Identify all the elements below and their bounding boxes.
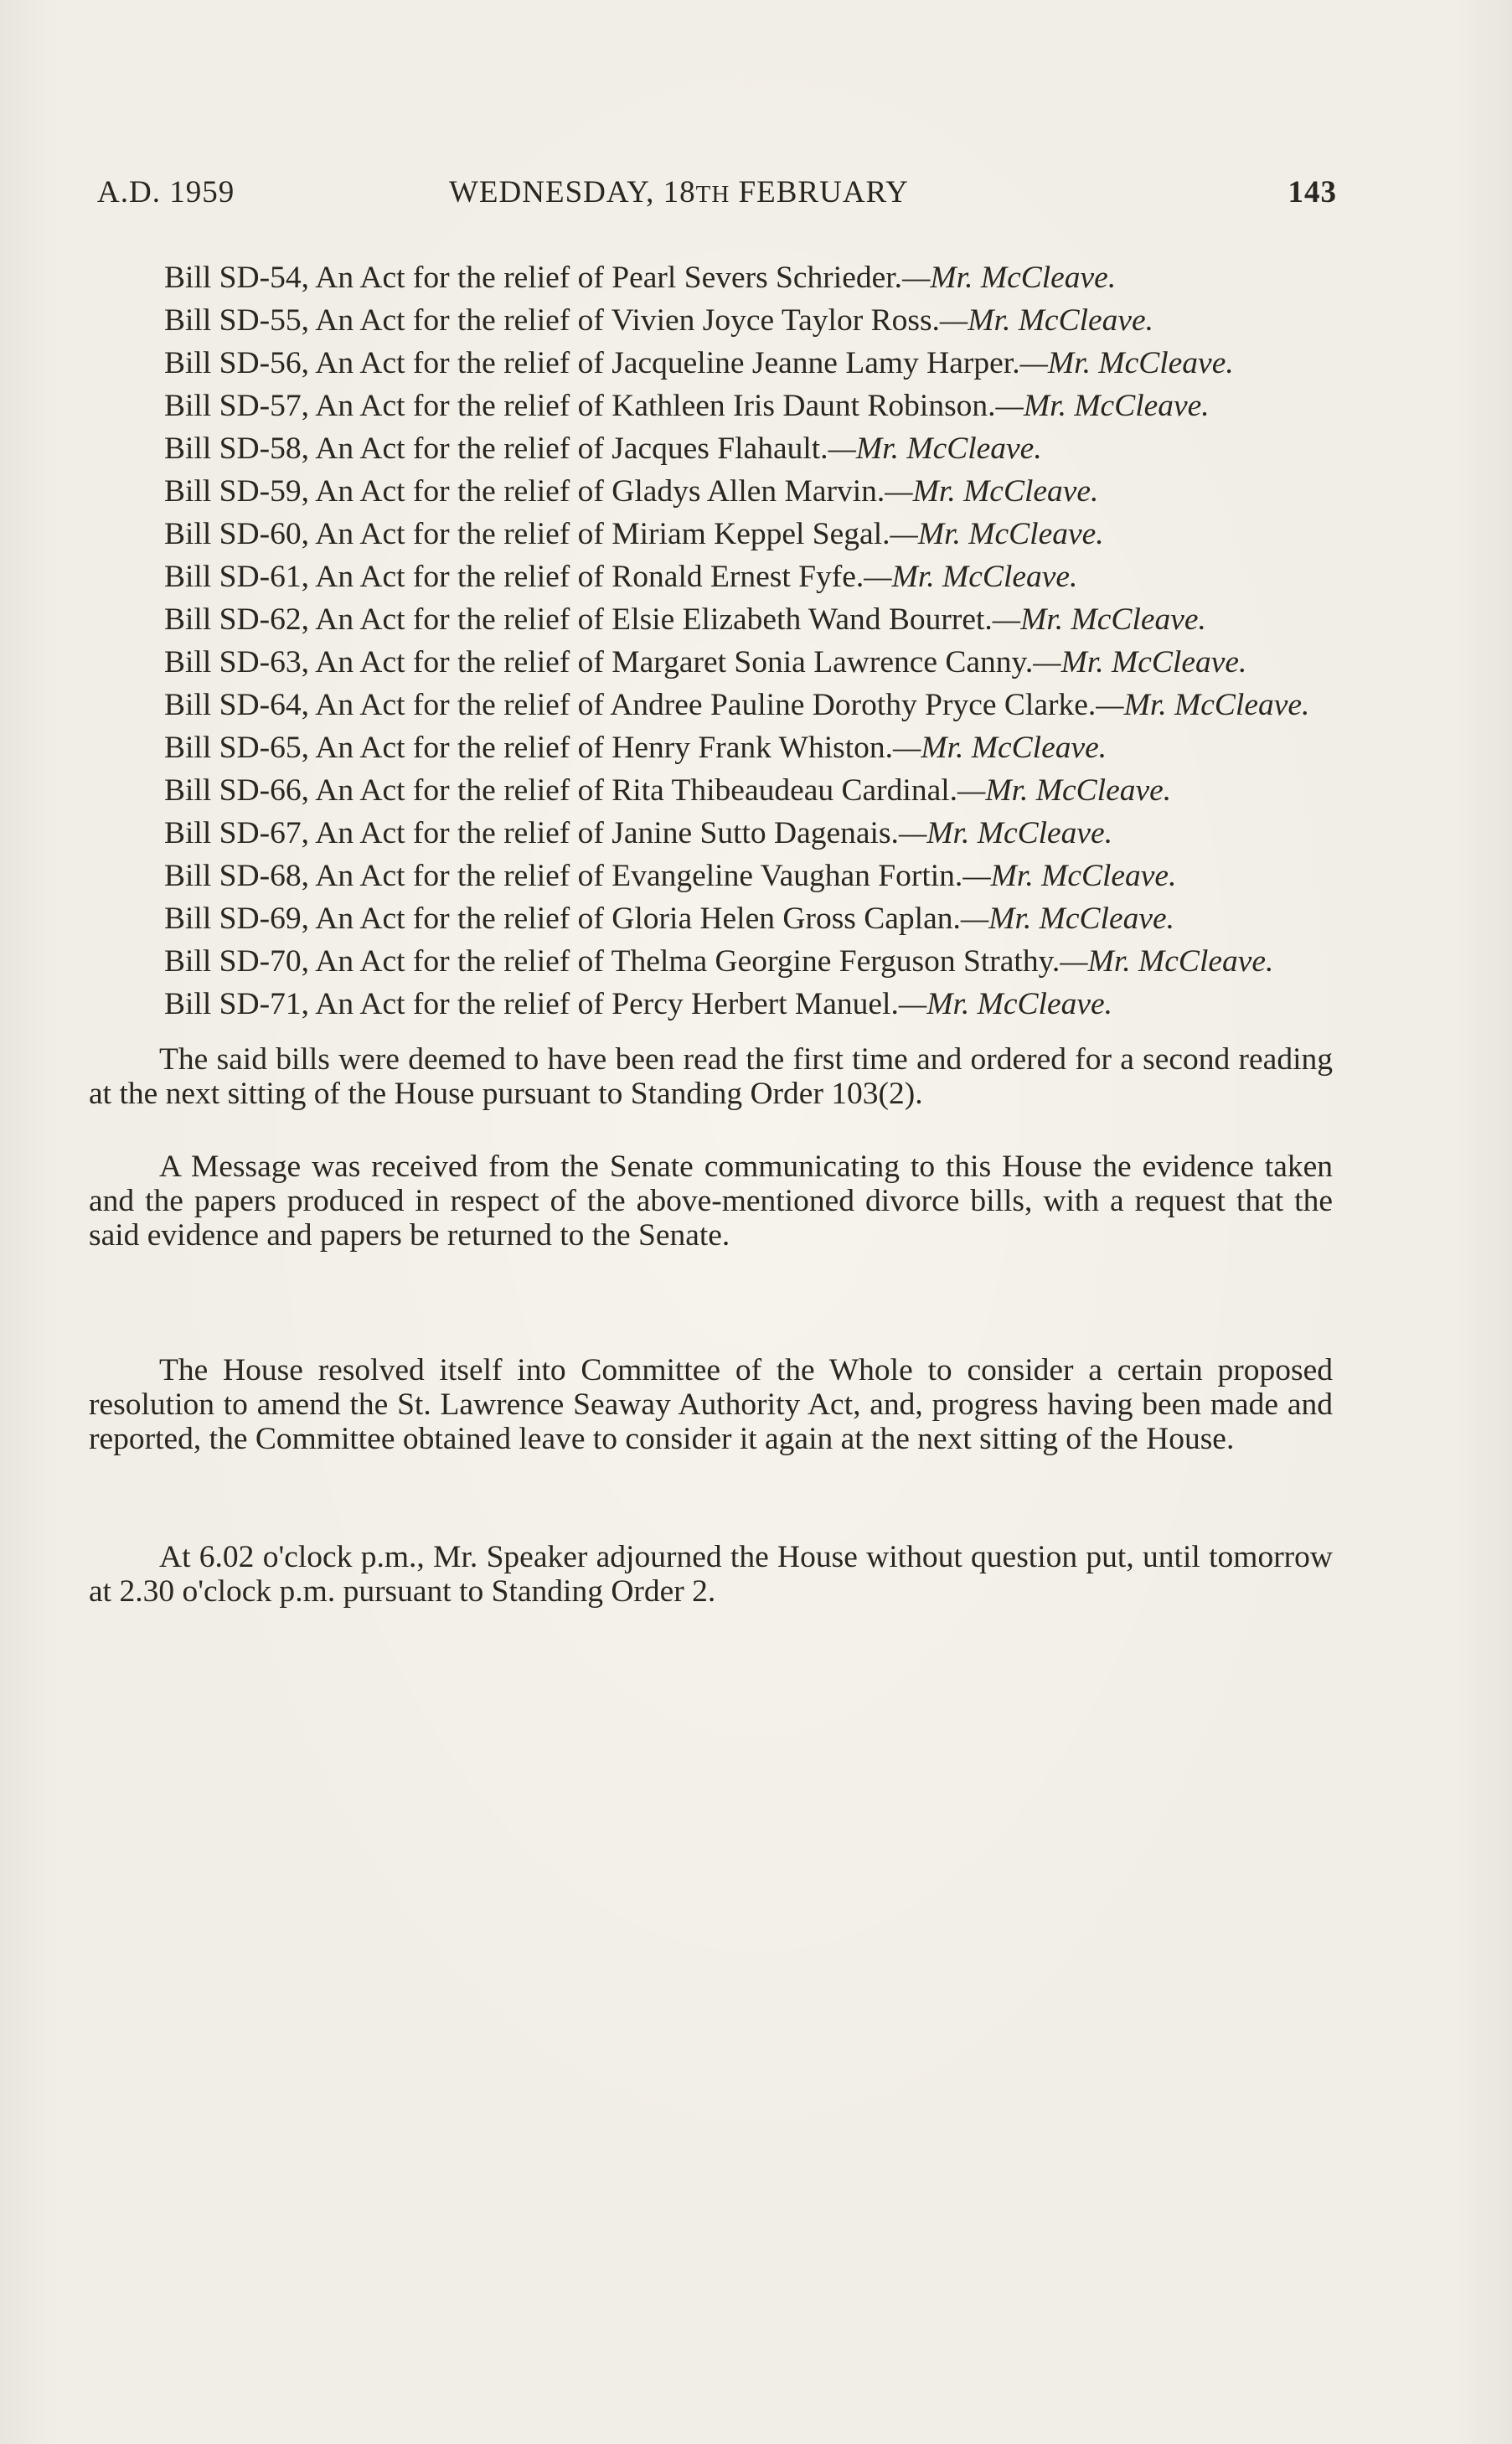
bill-title: Bill SD-59, An Act for the relief of Gladys Allen Marvin. — [164, 474, 885, 509]
committee-paragraph: The House resolved itself into Committee of the Whole to consider a certain proposed resolution to amend the St. Lawrence Seaway Authority Act, and, progress having been made and reported, the Committee obtained leave to consider it again at the next sitting of the House. — [89, 1353, 1333, 1456]
bill-entry — [89, 432, 1333, 465]
bill-title: Bill SD-66, An Act for the relief of Rita Thibeaudeau Cardinal. — [164, 773, 958, 808]
bill-title: Bill SD-67, An Act for the relief of Janine Sutto Dagenais. — [164, 816, 899, 850]
bill-mover: —Mr. McCleave. — [1019, 346, 1234, 380]
bill-title: Bill SD-65, An Act for the relief of Henry Frank Whiston. — [164, 731, 894, 765]
bill-entry — [89, 689, 1333, 721]
senate-message-paragraph: A Message was received from the Senate communicating to this House the evidence taken and the papers produced in respect of the above-mentioned divorce bills, with a request that the said evidence and papers be returned to the Senate. — [89, 1150, 1333, 1253]
bill-entry — [89, 475, 1333, 508]
bill-title: Bill SD-56, An Act for the relief of Jacqueline Jeanne Lamy Harper. — [164, 346, 1020, 380]
bill-mover: —Mr. McCleave. — [885, 474, 1099, 509]
bill-title: Bill SD-60, An Act for the relief of Miriam Keppel Segal. — [164, 517, 890, 551]
bill-title: Bill SD-58, An Act for the relief of Jacques Flahault. — [164, 431, 828, 466]
header-date — [449, 174, 909, 210]
bill-entry — [89, 347, 1333, 380]
bill-entry — [89, 817, 1333, 850]
bill-entry — [89, 390, 1333, 422]
bill-title: Bill SD-61, An Act for the relief of Ronald Ernest Fyfe. — [164, 560, 864, 594]
bill-title: Bill SD-71, An Act for the relief of Percy Herbert Manuel. — [164, 987, 899, 1021]
header-date-month: FEBRUARY — [730, 175, 909, 209]
bill-mover: —Mr. McCleave. — [864, 560, 1078, 594]
bill-entry — [89, 860, 1333, 892]
bill-mover: —Mr. McCleave. — [902, 261, 1117, 295]
first-reading-paragraph: The said bills were deemed to have been read the first time and ordered for a second reading at the next sitting of the House pursuant to Standing Order 103(2). — [89, 1042, 1333, 1111]
bill-entry — [89, 731, 1333, 764]
header-year: A.D. 1959 — [97, 175, 235, 209]
bill-entry — [89, 902, 1333, 935]
bill-entry — [89, 988, 1333, 1020]
bill-title: Bill SD-55, An Act for the relief of Vivien Joyce Taylor Ross. — [164, 303, 940, 338]
bill-title: Bill SD-54, An Act for the relief of Pearl Severs Schrieder. — [164, 261, 903, 295]
bill-title: Bill SD-68, An Act for the relief of Evangeline Vaughan Fortin. — [164, 859, 963, 893]
bill-entry — [89, 261, 1333, 294]
bill-entry — [89, 561, 1333, 593]
bill-entry — [89, 774, 1333, 807]
bill-mover: —Mr. McCleave. — [962, 859, 1177, 893]
bill-title: Bill SD-70, An Act for the relief of Thelma Georgine Ferguson Strathy. — [164, 944, 1060, 979]
bill-entry — [89, 945, 1333, 978]
bill-mover: —Mr. McCleave. — [890, 517, 1104, 551]
bill-mover: —Mr. McCleave. — [893, 731, 1107, 765]
bill-entry — [89, 518, 1333, 550]
bill-title: Bill SD-69, An Act for the relief of Gloria Helen Gross Caplan. — [164, 902, 961, 936]
bill-mover: —Mr. McCleave. — [898, 987, 1112, 1021]
adjournment-paragraph: At 6.02 o'clock p.m., Mr. Speaker adjourned the House without question put, until tomorrow at 2.30 o'clock p.m. pursuant to Standing Order 2. — [89, 1540, 1333, 1609]
bill-mover: —Mr. McCleave. — [992, 602, 1206, 637]
bill-title: Bill SD-57, An Act for the relief of Kathleen Iris Daunt Robinson. — [164, 389, 996, 423]
bill-entry — [89, 603, 1333, 636]
running-header — [97, 174, 1337, 216]
bill-mover: —Mr. McCleave. — [898, 816, 1113, 850]
bill-title: Bill SD-64, An Act for the relief of Andree Pauline Dorothy Pryce Clarke. — [164, 688, 1097, 722]
bill-mover: —Mr. McCleave. — [957, 773, 1172, 808]
header-date-weekday: WEDNESDAY, 18 — [449, 175, 696, 209]
bill-mover: —Mr. McCleave. — [960, 902, 1174, 936]
bill-mover: —Mr. McCleave. — [1033, 645, 1247, 679]
bill-mover: —Mr. McCleave. — [939, 303, 1154, 338]
bill-mover: —Mr. McCleave. — [1096, 688, 1310, 722]
journal-body — [89, 261, 1333, 1609]
page-number: 143 — [1288, 175, 1337, 209]
bill-title: Bill SD-62, An Act for the relief of Elsie Elizabeth Wand Bourret. — [164, 602, 993, 637]
bill-title: Bill SD-63, An Act for the relief of Margaret Sonia Lawrence Canny. — [164, 645, 1034, 679]
bill-entry — [89, 646, 1333, 679]
bill-entry — [89, 304, 1333, 337]
bill-mover: —Mr. McCleave. — [995, 389, 1210, 423]
bill-mover: —Mr. McCleave. — [1060, 944, 1274, 979]
header-date-ordinal: TH — [695, 181, 730, 208]
bill-mover: —Mr. McCleave. — [828, 431, 1042, 466]
